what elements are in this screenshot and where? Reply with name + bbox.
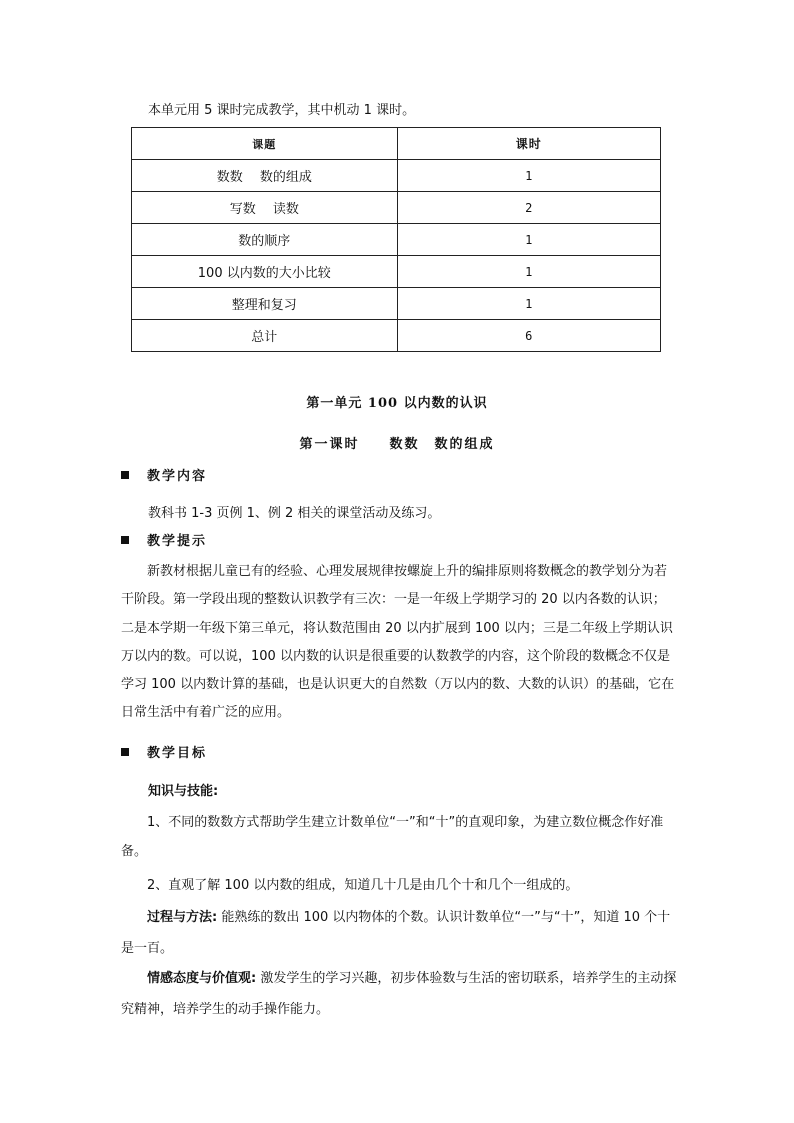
table-cell-topic: 数的顺序	[132, 224, 398, 256]
knowledge-label: 知识与技能:	[148, 784, 219, 799]
table-cell-hours: 6	[397, 320, 660, 352]
section-heading-label: 教学提示	[147, 534, 208, 549]
table-cell-topic: 总计	[132, 320, 398, 352]
square-bullet-icon	[121, 536, 129, 544]
section-heading-content	[121, 465, 207, 484]
section-heading-goals	[121, 742, 207, 761]
table-cell-hours: 1	[397, 224, 660, 256]
table-row	[132, 288, 661, 320]
process-label: 过程与方法:	[147, 910, 218, 925]
table-header-row	[132, 128, 661, 160]
table-cell-hours: 1	[397, 256, 660, 288]
table-cell-hours: 2	[397, 192, 660, 224]
table-header-topic: 课题	[132, 128, 398, 160]
emotion-text: 激发学生的学习兴趣，初步体验数与生活的密切联系，培养学生的主动探究精神，培养学生的动手操作能力。	[121, 971, 677, 1017]
table-header-hours: 课时	[397, 128, 660, 160]
table-row-total	[132, 320, 661, 352]
table-cell-topic: 整理和复习	[132, 288, 398, 320]
emotion-paragraph	[121, 963, 677, 1025]
tips-text: 新教材根据儿童已有的经验、心理发展规律按螺旋上升的编排原则将数概念的教学划分为若干阶段。第一学段出现的整数认识教学有三次：一是一年级上学期学习的 20 以内各数的认识；二是本学期一年级下第三单元，将认数范围由 20 以内扩展到 100 以内；三是二年级上学期认识万以内的数。可以说，100 以内数的认识是很重要的认数教学的内容，这个阶段的数概念不仅是学习 100 以内数计算的基础，也是认识更大的自然数（万以内的数、大数的认识）的基础，它在日常生活中有着广泛的应用。	[121, 564, 675, 721]
table-cell-hours: 1	[397, 288, 660, 320]
table-cell-topic: 数数 数的组成	[132, 160, 398, 192]
lesson-title: 第一课时 数数 数的组成	[299, 437, 495, 452]
table-row	[132, 224, 661, 256]
knowledge-item-2: 2、直观了解 100 以内数的组成，知道几十几是由几个十和几个一组成的。	[147, 878, 579, 893]
square-bullet-icon	[121, 748, 129, 756]
table-cell-topic: 写数 读数	[132, 192, 398, 224]
section-heading-tips	[121, 530, 207, 549]
knowledge-item-1: 1、不同的数数方式帮助学生建立计数单位“一”和“十”的直观印象，为建立数位概念作好准备。	[121, 815, 664, 859]
section-heading-label: 教学目标	[147, 746, 208, 761]
content-text: 教科书 1-3 页例 1、例 2 相关的课堂活动及练习。	[148, 506, 441, 521]
section-heading-label: 教学内容	[147, 469, 208, 484]
table-cell-topic: 100 以内数的大小比较	[132, 256, 398, 288]
table-cell-hours: 1	[397, 160, 660, 192]
square-bullet-icon	[121, 471, 129, 479]
intro-text: 本单元用 5 课时完成教学，其中机动 1 课时。	[148, 103, 416, 118]
table-row	[132, 192, 661, 224]
emotion-label: 情感态度与价值观:	[147, 971, 257, 986]
unit-title: 第一单元 100 以内数的认识	[306, 396, 488, 411]
process-text: 能熟练的数出 100 以内物体的个数。认识计数单位“一”与“十”，知道 10 个十是一百。	[121, 910, 671, 956]
table-row	[132, 160, 661, 192]
process-paragraph	[121, 902, 677, 964]
table-row	[132, 256, 661, 288]
lesson-hours-table	[131, 127, 661, 352]
